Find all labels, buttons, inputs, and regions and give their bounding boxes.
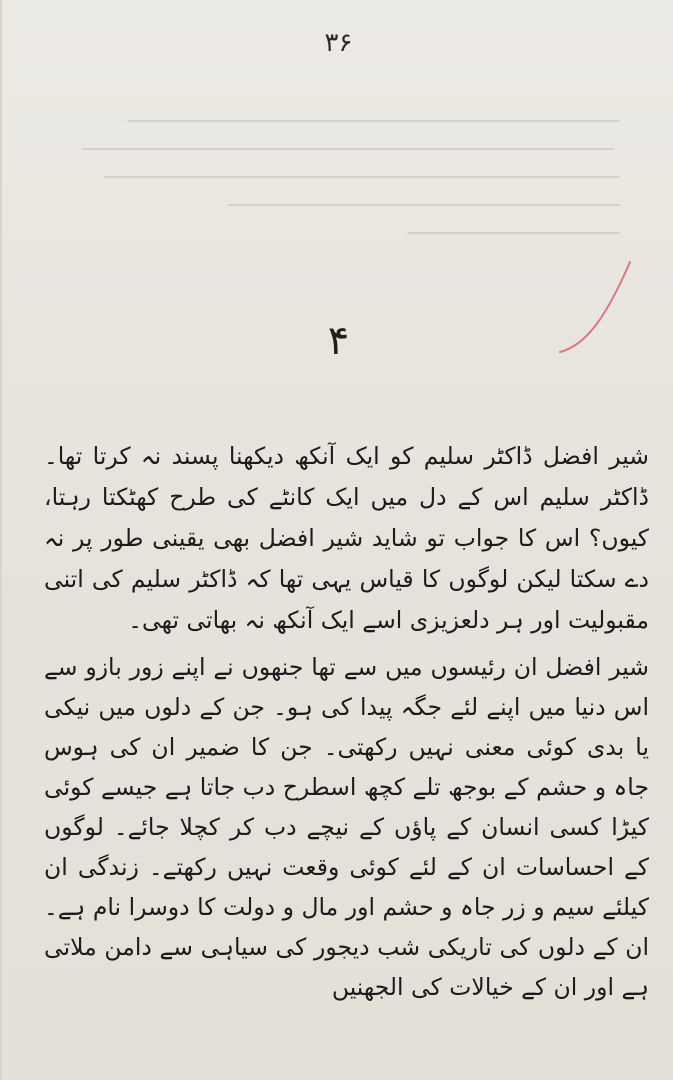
page-body <box>44 436 649 1013</box>
paragraph: شیر افضل ڈاکٹر سلیم کو ایک آنکھ دیکھنا پسند نہ کرتا تھا۔ ڈاکٹر سلیم اس کے دل میں ایک کانٹے کی طرح کھٹکتا رہتا، کیوں؟ اس کا جواب تو شاید شیر افضل بھی یقینی طور پر نہ دے سکتا لیکن لوگوں کا قیاس یہی تھا کہ ڈاکٹر سلیم کی اتنی مقبولیت اور ہر دلعزیزی اسے ایک آنکھ نہ بھاتی تھی۔ <box>44 442 649 634</box>
paragraph: شیر افضل ان رئیسوں میں سے تھا جنھوں نے اپنے زور بازو سے اس دنیا میں اپنے لئے جگہ پیدا کی ہو۔ جن کے دلوں میں نیکی یا بدی کوئی معنی نہیں رکھتی۔ جن کا ضمیر ان کی ہوس جاہ و حشم کے بوجھ تلے کچھ اسطرح دب جاتا ہے جیسے کوئی کیڑا کسی انسان کے پاؤں کے نیچے دب کر کچلا جائے۔ لوگوں کے احساسات ان کے لئے کوئی وقعت نہیں رکھتے۔ زندگی ان کیلئے سیم و زر جاہ و حشم اور مال و دولت کا دوسرا نام ہے۔ ان کے دلوں کی تاریکی شب دیجور کی سیاہی سے دامن ملاتی ہے اور ان کے خیالات کی الجھنیں <box>44 653 649 1001</box>
page-number: ۳۶ <box>324 28 353 58</box>
chapter-number: ۴ <box>327 318 350 364</box>
